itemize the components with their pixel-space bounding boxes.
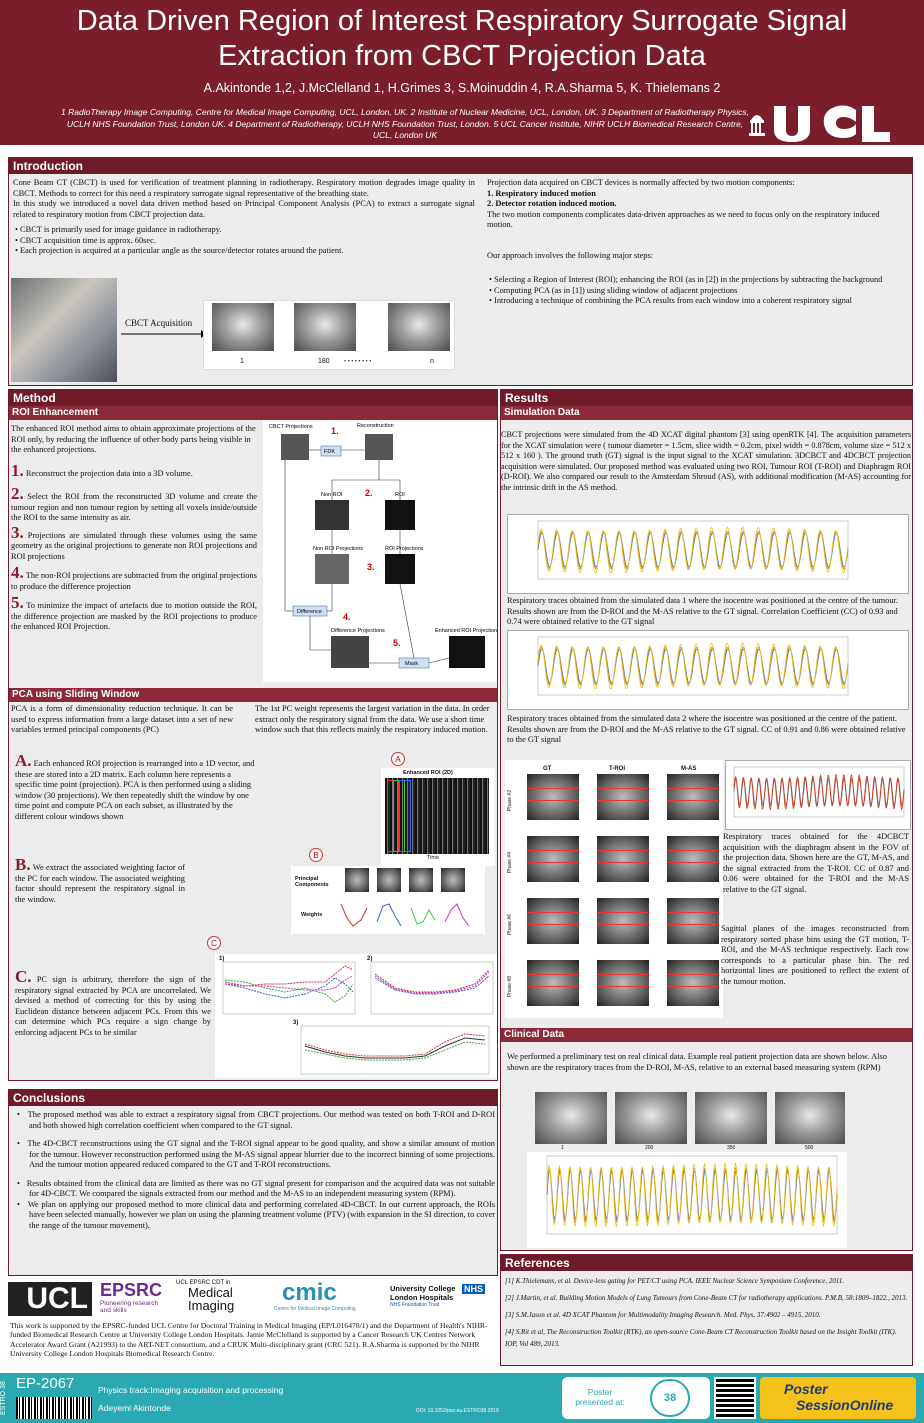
pso-logo[interactable]: Poster SessionOnline (760, 1377, 916, 1419)
sagittal-image (667, 836, 719, 882)
pca-heading: PCA using Sliding Window (9, 688, 497, 702)
intro-heading: Introduction (9, 158, 912, 174)
svg-text:CBCT Projections: CBCT Projections (269, 424, 313, 430)
footer-bar: ESTRO 38 EP-2067 Physics track:Imaging acquisition and processing Adeyemi Akintonde DOI: 10.3252/pso.eu.ESTRO38.2019 Poster presented at: 38 Poster SessionOnline (0, 1373, 924, 1423)
method-section: Method ROI Enhancement The enhanced ROI method aims to obtain approximate projections of the ROI only, by reducing the influence of other body parts being visible in the enhanced projections. 1. Reconstruct the projection data into a 3D volume. 2. Select the ROI from the reconstructed 3D volume and create the tumour region and non tumour region by setting all voxels inside/outside the ROI to the same intensity as air. 3. Projections are simulated through these volumes using the same geometry as the original projections to generate non ROI projections and ROI projections 4. The non-ROI projections are subtracted from the original projections to produce the difference projection 5. To minimize the impact of artefacts due to motion outside the ROI, the difference projection are masked by the ROI projections to produce the enhanced ROI Projection. CBCT Projections Reconstruction 1. FDK Non ROI ROI 2. Non ROI Projections ROI Projections 3. Difference 4. Difference Projections 5. Mask Enhanced ROI Projections PCA using Sliding Window PCA is a form of dimensionality reduction technique. It can be used to express information from a large dataset into a set of new variables termed principal components (PC) The 1st PC weight represents the largest variation in the data. In order extract only the respiratory signal from the data. We use a short time window such that this reflects mainly the respiratory induced motion. A. Each enhanced ROI projection is rearranged into a 1D vector, and these are stored into a 2D matrix. Each column here represents a specific time point (projection). PCA is then performed using a sliding window (30 projections). We then repeatedly shift the window by one time point and compute PCA on each subset, as illustrated by the different colour windows shown B. We extract the associated weighting factor of the PC for each window. The associated weighting factor should represent the respiratory signal in the window. C. PC sign is arbitrary, therefore the sign of the respiratory signal extracted by PCA are uncorrelated. We devised a method of correcting for this by using the Euclidean distance between adjacent PCs. From this we can determine which PCs require a sign change by enforcing adjacent PCs to be similar A B C Enhanced ROI (2D) Time Principal Components Weights 1) 2) 3) (8, 389, 498, 1081)
roi-diagram (263, 420, 497, 682)
sim2-chart (507, 630, 909, 710)
cbct-acquisition-label: CBCT Acquisition (125, 318, 193, 328)
intro-bullet: • CBCT acquisition time is approx. 60sec. (15, 235, 156, 245)
sagittal-image (667, 774, 719, 820)
phase-label: Phase #2 (507, 790, 513, 812)
cmic-logo: cmic Centre for Medical Image Computing (274, 1279, 356, 1312)
intro-bullet: • Each projection is acquired at a particular angle as the source/detector rotates around the patient. (15, 246, 344, 255)
projection-image (212, 303, 274, 351)
projection-strip: 1 180 • • • • • • • • n (203, 300, 455, 370)
sagittal-image (597, 836, 649, 882)
logo-strip (8, 1280, 498, 1320)
trace-line (538, 531, 848, 569)
results-section: Results Simulation Data CBCT projections were simulated from the 4D XCAT digital phantom [3] using openRTK [4]. The acquisition parameters for the XCAT simulation were ( tumour diameter = 1.5cm, slice width = 0.2cm, pixel width = 0.878cm, volume size = 512 x 512 x 160 ). The ground truth (GT) signal is the input signal to the XCAT simulation. 3DCBCT and 4DCBCT projection acquisition were simulated. Our proposed method was evaluated using two ROI, Tumour ROI (T-ROI) and Diaphragm ROI (D-ROI). We also compared our result to the Amsterdam Shroud (AS), with additional modification (M-AS) accounting for the intrinsic drift in the AS method. Respiratory traces obtained from the simulated data 1 where the isocentre was positioned at the centre of the tumour. Results shown are from the D-ROI and the M-AS relative to the GT signal. Correlation Coefficient (CC) of 0.93 and 0.74 were obtained relative to the GT signal Respiratory traces obtained from the simulated data 2 where the isocentre was positioned at the centre of the patient. Results shown are from the D-ROI and the M-AS relative to the GT signal. CC of 0.91 and 0.86 were obtained relative to the GT signal GT T-ROI M-AS Phase #2 Phase #4 Phase #6 Phase #8 Respiratory traces obtained for the 4DCBCT acquisition with the diaphragm absent in the FOV of the projection data. Shown here are the GT, M-AS, and the signal extracted from the T-ROI. CC of 0.87 and 0.06 were obtained for the T-ROI and the M-AS relative to the GT signal. Sagittal planes of the images reconstructed from respiratory sorted phase bins using the GT motion, T-ROI, and the M-AS technique respectively. Each row corresponds to a particular phase bin. The red horizontal lines are positioned to reflect the extent of the tumour motion. Clinical Data We performed a preliminary test on real clinical data. Example real patient projection data are shown below. Also shown are the respiratory traces from the D-ROI, M-AS, relative to an external based measuring system (RPM) 1 200 350 500 (500, 389, 913, 1251)
ucl-logo (748, 98, 898, 142)
sign-correction-charts: 1) 2) 3) (215, 954, 497, 1078)
phase-label: Phase #6 (507, 914, 513, 936)
svg-text:Reconstruction: Reconstruction (357, 423, 394, 429)
intro-bullet: • CBCT is primarily used for image guidance in radiotherapy. (15, 225, 222, 234)
phase-label: Phase #4 (507, 852, 513, 874)
sagittal-image (597, 898, 649, 944)
funding-text: This work is supported by the EPSRC-funded UCL Centre for Doctoral Training in Medical Imaging (EP/L016478/1) and the Department of Health's NIHR-funded Biomedical Research Centre at University College London Hospitals. Jamie McClelland is supported by a Cancer Research UK Centres Network Accelerator Award Grant (A21993) to the ART-NET consortium, and a CRUK Multi-disciplinary grant (CRC 521). R.A.Sharma is supported by the NIHR University College London Hospitals Biomedical Research Centre. (10, 1321, 488, 1359)
barcode (16, 1397, 92, 1419)
cdt-logo: UCL EPSRC CDT in Medical Imaging (176, 1280, 235, 1313)
sagittal-image (597, 774, 649, 820)
header-banner (0, 0, 924, 145)
results-heading: Results (501, 390, 912, 406)
svg-text:ROI Projections: ROI Projections (385, 546, 424, 552)
svg-text:ROI: ROI (395, 492, 405, 498)
references-section: References [1] K.Thielemans, et al. Device-less gating for PET/CT using PCA. IEEE Nuclear Science Symposium Conference, 2011. [2] J.Martin, et al. Building Motion Models of Lung Tumours from Cone-Beam CT for radiotherapy applications. P.M.B, 58:1809–1822., 2013. [3] S.M.Jason et al. 4D XCAT Phantom for Multimodality Imaging Research. Med. Phys, 37:4902 – 4915, 2010. [4] S.Rit et al, The Reconstruction Toolkit (RTK), an open-source Cone-Beam CT Reconstruction Toolkit based on the Insight Toolkit (ITK). IOP, Vol 489, 2013. (500, 1254, 913, 1366)
pc-weights-figure: Principal Components Weights (291, 866, 485, 934)
projection-image (294, 303, 356, 351)
sagittal-image (527, 898, 579, 944)
uclh-logo: University College London Hospitals NHS NHS Foundation Trust (390, 1284, 484, 1308)
epsrc-logo: EPSRC Pioneering research and skills (100, 1280, 163, 1314)
enhanced-roi-matrix: Enhanced ROI (2D) Time (381, 768, 495, 866)
qr-code[interactable] (714, 1377, 756, 1419)
sim1-chart (507, 514, 909, 594)
intro-right-p1: Projection data acquired on CBCT devices is normally affected by two motion components: (487, 178, 795, 187)
introduction-section: Introduction Cone Beam CT (CBCT) is used for verification of treatment planning in radiotherapy. Respiratory motion degrades image quality in CBCT. Methods to correct for this need a respiratory surrogate signal representative of the breathing state. In this study we introduced a novel data driven method based on Principal Component Analysis (PCA) to extract a surrogate signal related to respiratory motion from CBCT projection data. • CBCT is primarily used for image guidance in radiotherapy. • CBCT acquisition time is approx. 60sec. • Each projection is acquired at a particular angle as the source/detector rotates around the patient. CBCT Acquisition 1 180 • • • • • • • • n Projection data acquired on CBCT devices is normally affected by two motion components: 1. Respiratory induced motion 2. Detector rotation induced motion. The two motion components complicates data-driven approaches as we need to focus only on the respiratory induced motion. Our approach involves the following major steps: • Selecting a Region of Interest (ROI); enhancing the ROI (as in [2]) in the projections by subtracting the background • Computing PCA (as in [1]) using sliding window of adjacent projections • Introducing a technique of combining the PCA results from each window into a coherent respiratory signal (8, 157, 913, 386)
svg-text:Mask: Mask (405, 661, 419, 667)
clinical-heading: Clinical Data (501, 1028, 912, 1042)
svg-text:Non ROI: Non ROI (321, 492, 343, 498)
sagittal-grid: GT T-ROI M-AS Phase #2 Phase #4 Phase #6 Phase #8 (505, 760, 723, 1018)
trace-line (538, 647, 848, 685)
sagittal-image (667, 960, 719, 1006)
trace-line (547, 1168, 837, 1223)
svg-text:Non ROI Projections: Non ROI Projections (313, 546, 364, 552)
svg-text:Enhanced ROI Projections: Enhanced ROI Projections (435, 628, 497, 634)
svg-text:5.: 5. (393, 638, 401, 648)
phase-label: Phase #8 (507, 976, 513, 998)
sagittal-image (667, 898, 719, 944)
projection-image (388, 303, 450, 351)
sagittal-image (597, 960, 649, 1006)
authors: A.Akintonde 1,2, J.McClelland 1, H.Grimes 3, S.Moinuddin 4, R.A.Sharma 5, K. Thielemans 2 (203, 81, 721, 95)
presented-box: Poster presented at: 38 (562, 1377, 710, 1419)
intro-p1: Cone Beam CT (CBCT) is used for verification of treatment planning in radiotherapy. Respiratory motion degrades image quality in CBCT. Methods to correct for this need a respiratory surrogate signal representative of the breathing state. (13, 178, 475, 198)
sagittal-image (527, 774, 579, 820)
4dcbct-trace-chart (725, 760, 911, 830)
svg-text:4.: 4. (343, 612, 351, 622)
conclusions-heading: Conclusions (9, 1090, 497, 1106)
ucl-logo-small: UCL (8, 1282, 92, 1316)
poster-code: EP-2067 (16, 1375, 75, 1392)
svg-text:2.: 2. (365, 488, 373, 498)
linac-photo (11, 278, 117, 382)
svg-text:Difference Projections: Difference Projections (331, 628, 385, 634)
clinical-projections: 1 200 350 500 (535, 1092, 845, 1152)
method-heading: Method (9, 390, 497, 406)
clinical-trace-chart (527, 1152, 847, 1248)
svg-text:3.: 3. (367, 562, 375, 572)
intro-p2: In this study we introduced a novel data driven method based on Principal Component Analysis (PCA) to extract a surrogate signal related to respiratory motion from CBCT projection data. (13, 199, 475, 219)
roi-heading: ROI Enhancement (9, 406, 497, 420)
sagittal-image (527, 836, 579, 882)
affiliations: 1 RadioTherapy Image Computing, Centre for Medical Image Computing, UCL, London, UK. 2 Institute of Nuclear Medicine, UCL, London, UK. 3 Department of Radiotherapy Physics, UCLH NHS Foundation Trust, London UK. 4 Department of Radiotherapy, UCLH NHS Foundation Trust, London. 5 UCL Cancer Institute, NIHR UCLH Biomedical Research Centre, UCL, London UK (61, 107, 749, 140)
simulation-heading: Simulation Data (501, 406, 912, 420)
poster-title: Data Driven Region of Interest Respiratory Surrogate Signal Extraction from CBCT Projection Data (76, 5, 848, 72)
references-heading: References (501, 1255, 912, 1271)
conclusions-section: Conclusions • The proposed method was able to extract a respiratory signal from CBCT projections. Our method was tested on both T-ROI and D-ROI and both showed high correlation coefficient when compared to the GT signal. • The 4D-CBCT reconstructions using the GT signal and the T-ROI signal appear to be good quality, and show a similar amount of motion for the tumour. However reconstruction performed using the M-AS signal appear blurrier due to the incorrect binning of some projections. And the tumour motion appeared reduced compared to the GT and T-ROI reconstructions. • Results obtained from the clinical data are limited as there was no GT signal present for comparison and the acquired data was not suitable for 4D-CBCT. We compared the signals extracted from our method and the M-AS to an independent measuring system (RPM). • We plan on applying our proposed method to more clinical data and performing correlated 4D-CBCT. In our current approach, the ROIs have been selected manually, however we plan on using the planning treatment volume (PTV) (with expansion in the SI direction, to cover the range of the tumour movement). (8, 1089, 498, 1276)
svg-text:1.: 1. (331, 426, 339, 436)
svg-text:FDK: FDK (324, 449, 335, 455)
sagittal-image (527, 960, 579, 1006)
svg-text:Difference: Difference (297, 609, 322, 615)
